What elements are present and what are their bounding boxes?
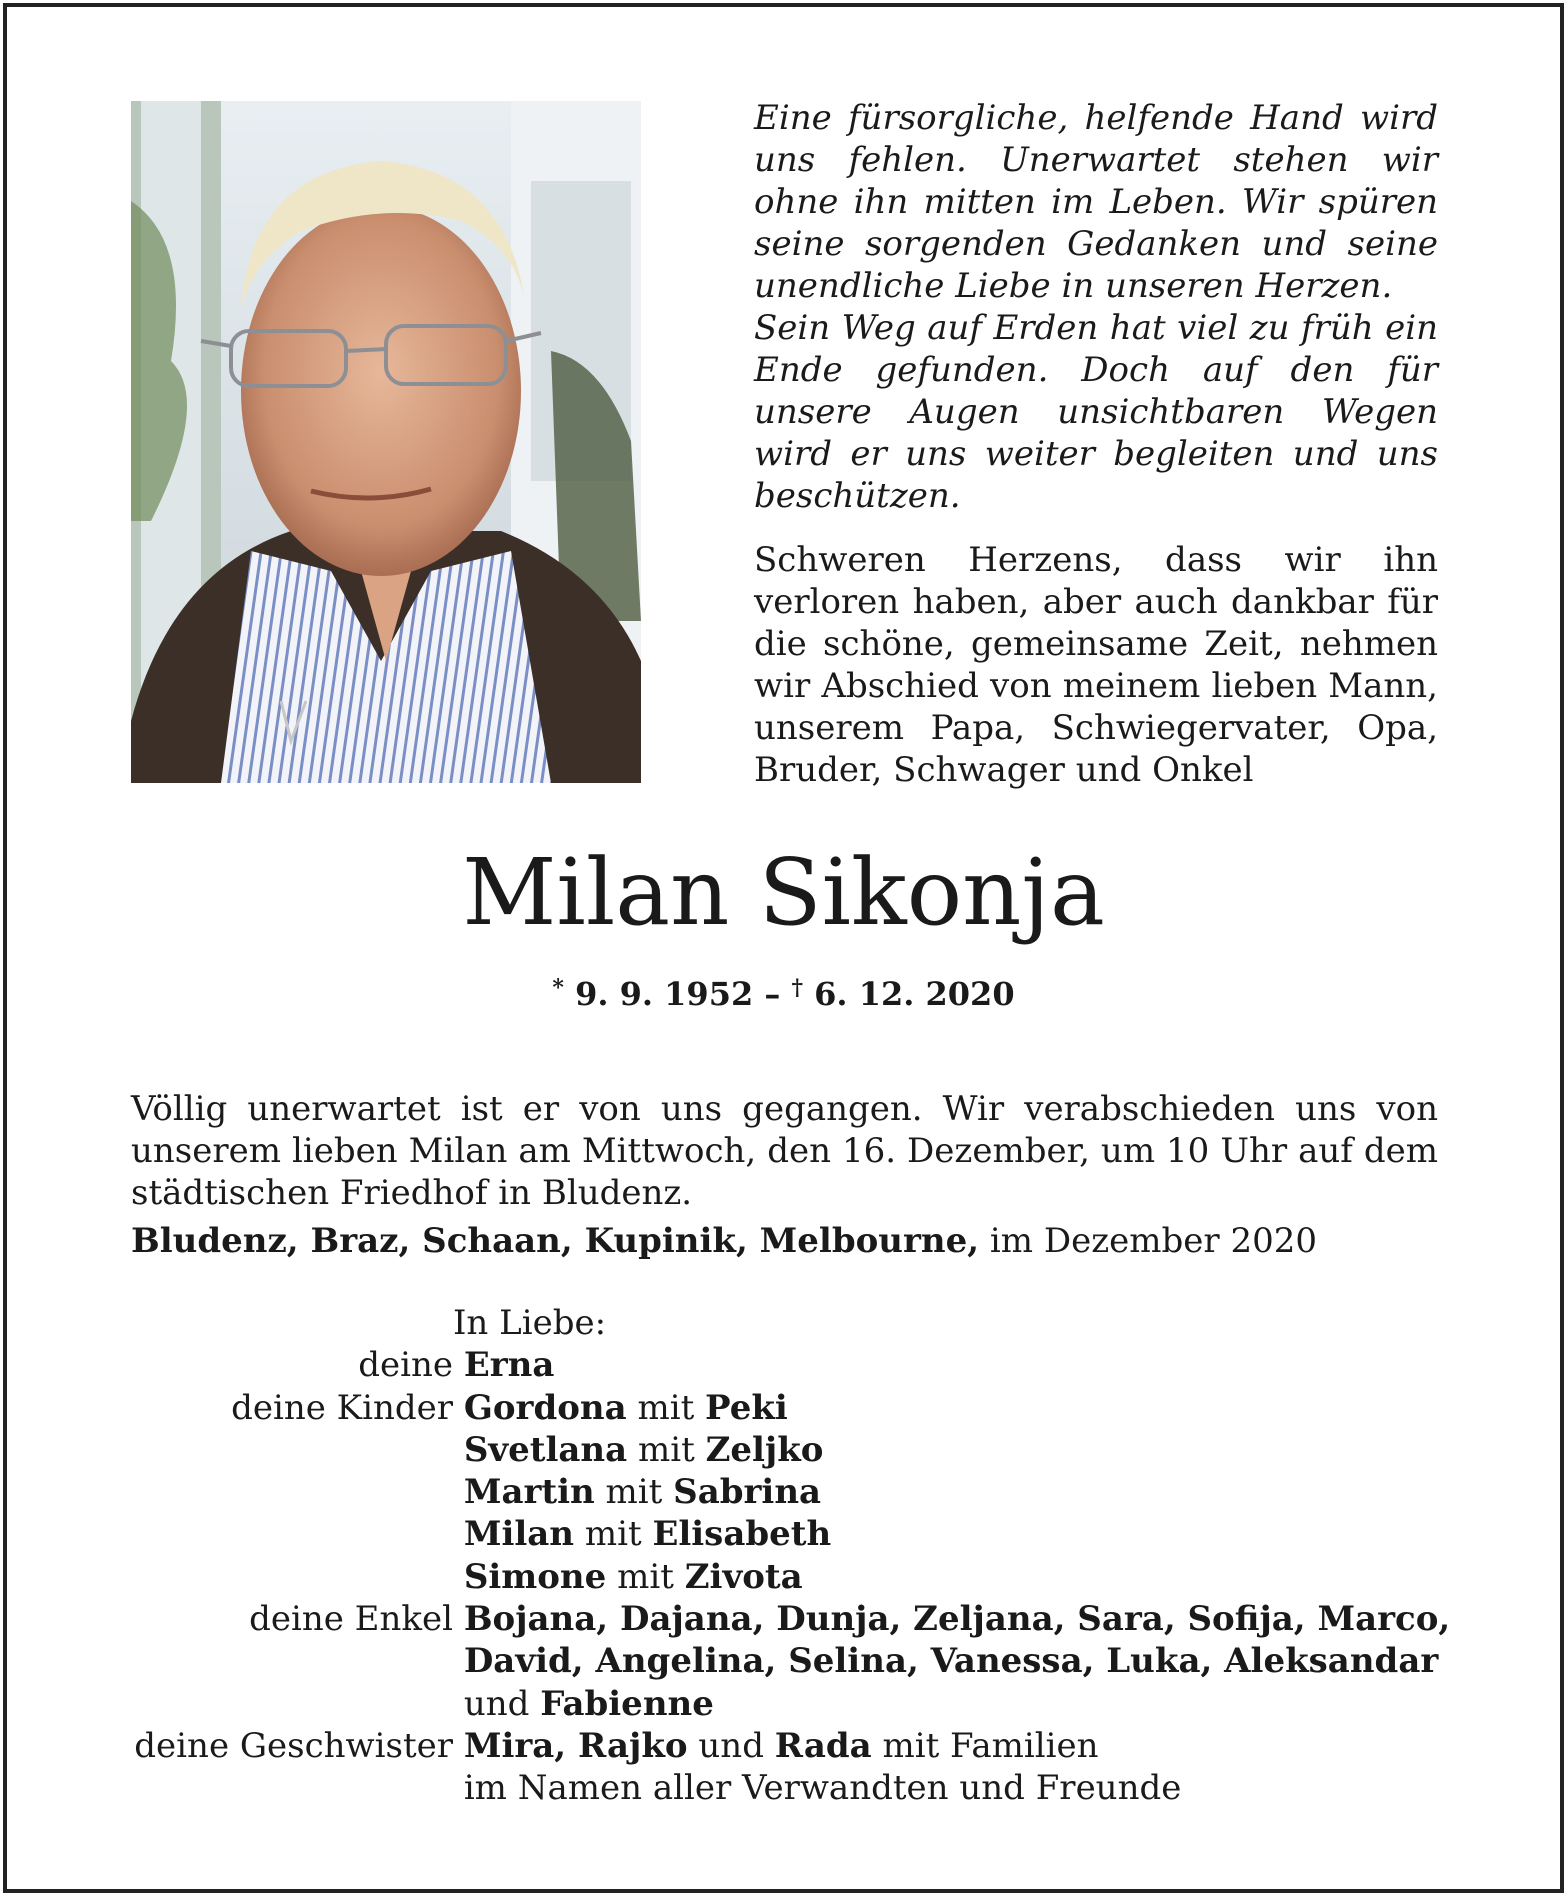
grandchildren-label: deine Enkel — [249, 1599, 453, 1640]
child-name: Gordona — [463, 1387, 627, 1428]
grandchild-last: Fabienne — [540, 1683, 714, 1724]
death-symbol: † — [791, 975, 804, 1001]
announcement-text: Völlig unerwartet ist er von uns gegangen. Wir verabschieden uns von unserem lieben Milan am Mittwoch, den 16. Dezember, um 10 Uhr auf dem städtischen Friedhof in Bludenz. — [131, 1089, 1438, 1213]
siblings-suffix: mit Familien — [871, 1725, 1099, 1766]
family-list — [131, 1302, 1451, 1810]
farewell-intro — [754, 539, 1438, 791]
sibling-name: Rada — [774, 1725, 872, 1766]
connector: mit — [627, 1429, 706, 1470]
poem-stanza: Eine fürsorgliche, helfende Hand wird uns fehlen. Unerwartet stehen wir ohne ihn mitten im Leben. Wir spüren seine sorgenden Gedanken und seine unendliche Liebe in unseren Herzen. — [754, 98, 1438, 306]
deceased-name: Milan Sikonja — [462, 839, 1105, 946]
partner-name: Sabrina — [673, 1472, 822, 1513]
child-name: Simone — [463, 1556, 607, 1597]
date-line: im Dezember 2020 — [979, 1221, 1317, 1261]
poem-stanza: Sein Weg auf Erden hat viel zu früh ein Ende gefunden. Doch auf den für unsere Augen unsichtbaren Wegen wird er uns weiter begleiten und uns beschützen. — [754, 308, 1438, 516]
places-list: Bludenz, Braz, Schaan, Kupinik, Melbourne, — [131, 1221, 980, 1261]
child-name: Milan — [463, 1514, 575, 1555]
und-connector: und — [463, 1683, 541, 1724]
family-heading: In Liebe: — [453, 1303, 607, 1343]
child-name: Martin — [463, 1472, 595, 1513]
birth-date: 9. 9. 1952 – — [575, 975, 781, 1013]
closing-line: im Namen aller Verwandten und Freunde — [463, 1768, 1182, 1809]
portrait-photo — [131, 101, 641, 783]
death-date: 6. 12. 2020 — [814, 975, 1015, 1013]
grandchildren-line: David, Angelina, Selina, Vanessa, Luka, Aleksandar — [463, 1641, 1439, 1682]
connector: mit — [626, 1387, 706, 1428]
siblings-label: deine Geschwister — [134, 1725, 453, 1766]
connector: mit — [574, 1514, 653, 1555]
memorial-poem — [754, 97, 1438, 517]
connector: mit — [606, 1556, 685, 1597]
farewell-text: Schweren Herzens, dass wir ihn verloren haben, aber auch dankbar für die schöne, gemeinsame Zeit, nehmen wir Abschied von meinem lieben Mann, unserem Papa, Schwiegervater, Opa, Bruder, Schwager und Onkel — [754, 540, 1438, 790]
partner-name: Peki — [705, 1387, 788, 1428]
children-label: deine Kinder — [231, 1387, 453, 1428]
wife-name: Erna — [463, 1345, 555, 1386]
connector: mit — [594, 1472, 674, 1513]
partner-name: Elisabeth — [652, 1514, 832, 1555]
child-name: Svetlana — [463, 1429, 628, 1470]
grandchildren-line: Bojana, Dajana, Dunja, Zeljana, Sara, Sofija, Marco, — [463, 1599, 1451, 1640]
funeral-announcement — [131, 1054, 1438, 1248]
partner-name: Zeljko — [705, 1429, 824, 1470]
wife-label: deine — [358, 1345, 453, 1386]
und-connector: und — [687, 1725, 775, 1766]
birth-symbol: * — [552, 975, 564, 1001]
partner-name: Zivota — [684, 1556, 803, 1597]
siblings-names: Mira, Rajko — [463, 1725, 688, 1766]
life-dates — [0, 968, 1567, 1014]
place-line — [131, 1220, 1438, 1262]
